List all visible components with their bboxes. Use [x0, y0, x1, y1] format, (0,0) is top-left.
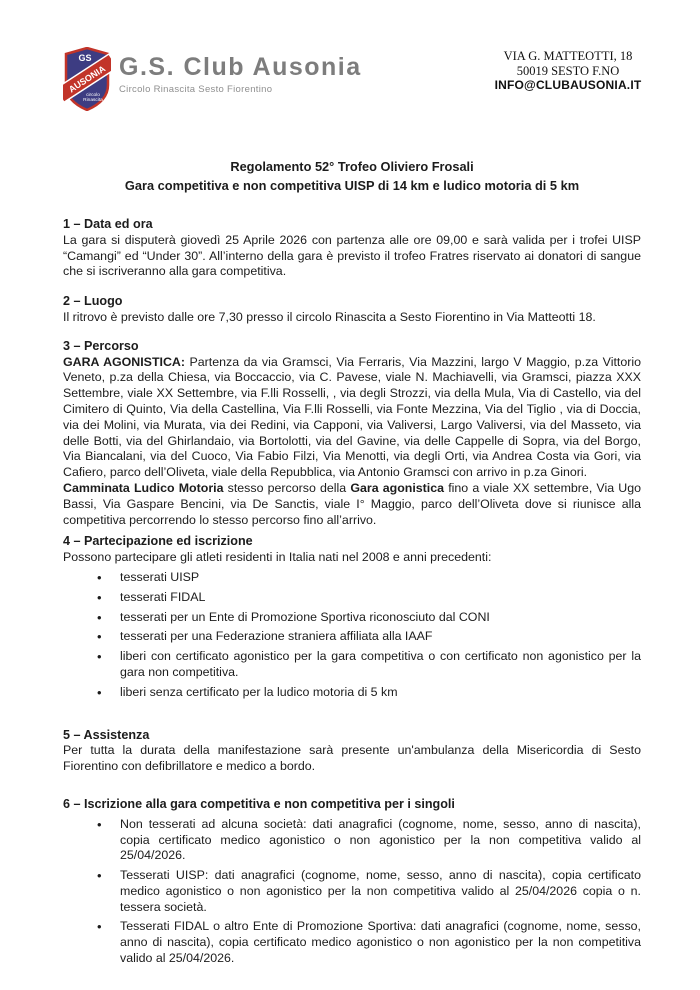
course-agonistica-text: Partenza da via Gramsci, Via Ferraris, Via Mazzini, largo V Maggio, p.za Vittorio Veneto, p.za della Chiesa, via Boccaccio, via C. Pavese, viale N. Machiavelli, via Gramsci, piazza XXX Settembre, viale XX Settembre, via F.lli Rosselli, , via degli Strozzi, via della Mula, Via di Castello, via del Cimitero di Quinto, Via della Castellina, Via F.lli Rosselli, via Fonte Mezzina, Via del Tiglio , via di Doccia, via dei Molini, via Murata, via dei Redini, via Capponi, via Valiversi, Largo Valiversi, via del Masseto, via delle Botti, via del Ghirlandaio, via Bortolotti, via del Gavine, via delle Cappelle di Sopra, via del Borgo, Via Biancalani, via del Cuoco, Via Fabio Filzi, Via Menotti, via degli Orti, via Andrea Costa via Gori, via Cafiero, parco dell’Oliveta, viale della Repubblica, via Antonio Gramsci con arrivo in p.za Ginori. [63, 354, 642, 480]
participation-list [95, 570, 641, 701]
section-1-heading: 1 – Data ed ora [63, 217, 153, 231]
section-5-heading: 5 – Assistenza [63, 727, 150, 742]
title-line-1: Regolamento 52° Trofeo Oliviero Frosali [230, 159, 474, 174]
org-subtitle: Circolo Rinascita Sesto Fiorentino [119, 84, 273, 95]
org-block [119, 53, 362, 95]
course-gara-label: Gara agonistica [350, 480, 445, 495]
address-line-1: VIA G. MATTEOTTI, 18 [503, 49, 633, 63]
letterhead [63, 47, 650, 117]
club-shield-icon [63, 47, 111, 111]
section-2-paragraph: Il ritrovo è previsto dalle ore 7,30 presso il circolo Rinascita a Sesto Fiorentino in Via Matteotti 18. [63, 309, 596, 324]
list-item: • tesserati per una Federazione straniera affiliata alla IAAF [95, 629, 641, 645]
section-5-paragraph: Per tutta la durata della manifestazione sarà presente un'ambulanza della Misericordia di Sesto Fiorentino con defibrillatore e medico a bordo. [63, 743, 641, 774]
logo-band-text: AUSONIA [66, 63, 108, 95]
document-title [63, 157, 641, 195]
section-3-heading: 3 – Percorso [63, 338, 139, 353]
section-1-paragraph: La gara si disputerà giovedì 25 Aprile 2026 con partenza alle ore 09,00 e sarà valida per i trofei UISP “Camangi” ed “Under 30”. All’interno della gara è previsto il trofeo Fratres riservato ai donatori di sangue che si iscriveranno alla gara competitiva. [63, 232, 641, 279]
section-2-heading: 2 – Luogo [63, 294, 123, 309]
club-logo [63, 47, 111, 111]
list-item: • tesserati per un Ente di Promozione Sportiva riconosciuto dal CONI [95, 610, 641, 626]
section-3-paragraph-2 [63, 481, 641, 528]
list-item: • tesserati FIDAL [95, 590, 641, 606]
list-item: • liberi senza certificato per la ludico motoria di 5 km [95, 685, 641, 701]
course-agonistica-label: GARA AGONISTICA: [63, 354, 185, 369]
logo-sub2-text: Rinascita [83, 98, 103, 103]
list-item: • Tesserati FIDAL o altro Ente di Promozione Sportiva: dati anagrafici (cognome, nome, sesso, anno di nascita), copia certificato medico agonistico o non agonistico per la non competitiva valido al 25/04/2026. [95, 919, 641, 966]
course-ludico-text-2: fino a viale XX settembre, Via Ugo Bassi, Via Gaspare Bencini, via De Sanctis, viale I° Maggio, parco dell’Oliveta dove si riunisce alla competitiva percorrendo lo stesso percorso fino all’arrivo. [63, 480, 642, 527]
section-6-heading: 6 – Iscrizione alla gara competitiva e non competitiva per i singoli [63, 796, 455, 811]
list-item: • liberi con certificato agonistico per la gara competitiva o con certificato non agonistico per la gara non competitiva. [95, 649, 641, 681]
address-block [438, 49, 698, 93]
section-4-heading: 4 – Partecipazione ed iscrizione [63, 534, 253, 549]
org-name: G.S. Club Ausonia [119, 53, 362, 81]
course-ludico-label: Camminata Ludico Motoria [63, 480, 224, 495]
section-4-intro: Possono partecipare gli atleti residenti in Italia nati nel 2008 e anni precedenti: [63, 550, 492, 565]
list-item: • Tesserati UISP: dati anagrafici (cognome, nome, sesso, anno di nascita), copia certificato medico agonistico o non agonistico per la non competitiva valido al 25/04/2026 copia o n. tessera società. [95, 868, 641, 915]
address-email: INFO@CLUBAUSONIA.IT [494, 78, 642, 92]
section-3-paragraph-1 [63, 355, 641, 481]
course-ludico-text-1: stesso percorso della [223, 480, 351, 495]
logo-sub1-text: circolo [86, 93, 100, 98]
list-item: • Non tesserati ad alcuna società: dati anagrafici (cognome, nome, sesso, anno di nascita), copia certificato medico agonistico o non agonistico per la non competitiva valido al 25/04/2026. [95, 817, 641, 864]
document-body [63, 157, 641, 967]
logo-gs-text: GS [78, 53, 92, 63]
title-line-2: Gara competitiva e non competitiva UISP di 14 km e ludico motoria di 5 km [124, 178, 580, 193]
list-item: • tesserati UISP [95, 570, 641, 586]
address-line-2: 50019 SESTO F.NO [516, 63, 620, 78]
registration-list [95, 817, 641, 967]
